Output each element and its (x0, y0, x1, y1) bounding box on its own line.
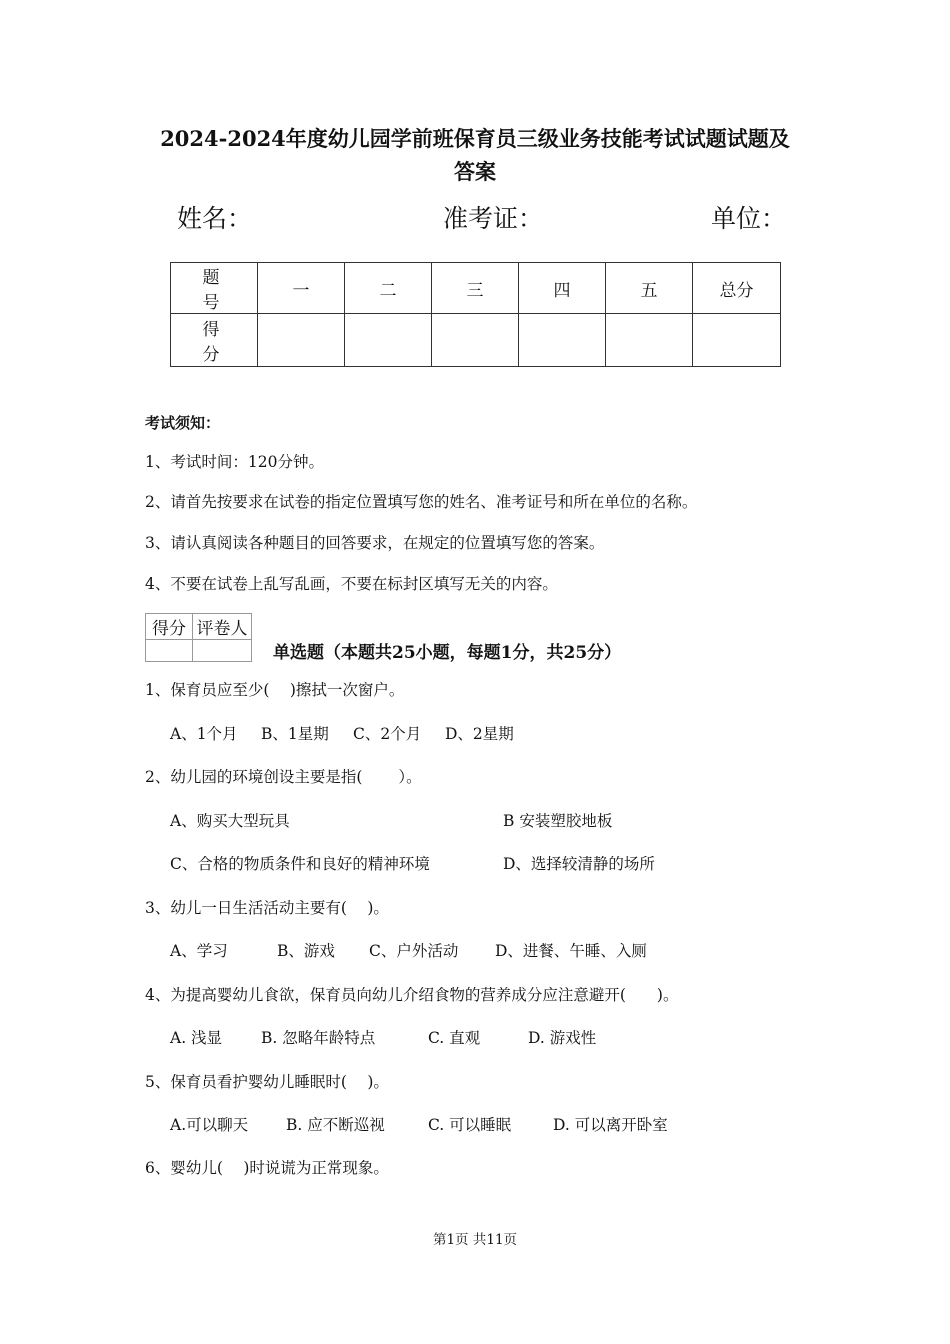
q2-option-d: D、选择较清静的场所 (503, 855, 655, 873)
section-heading: 单选题（本题共25小题，每题1分，共25分） (273, 643, 622, 663)
q1-option-d: D、2星期 (445, 725, 514, 743)
q1-option-b: B、1星期 (261, 725, 329, 743)
question-1: 1、保育员应至少( )擦拭一次窗户。 (145, 681, 405, 699)
q3-option-d: D、进餐、午睡、入厕 (495, 942, 647, 960)
q2-option-b: B 安装塑胶地板 (503, 812, 613, 830)
grader-box (145, 613, 252, 662)
grader-name-label: 评卷人 (193, 614, 252, 640)
score-cell (606, 314, 693, 367)
q2-option-c: C、合格的物质条件和良好的精神环境 (170, 855, 430, 873)
q5-option-b: B. 应不断巡视 (286, 1116, 385, 1134)
score-cell (345, 314, 432, 367)
question-3: 3、幼儿一日生活活动主要有( )。 (145, 899, 389, 917)
title-line-2: 答案 (454, 159, 496, 184)
q5-option-d: D. 可以离开卧室 (553, 1116, 668, 1134)
q4-option-c: C. 直观 (428, 1029, 481, 1047)
total-column-header: 总分 (693, 263, 781, 314)
grader-score-cell (146, 640, 193, 662)
q4-option-a: A. 浅显 (170, 1029, 223, 1047)
question-2: 2、幼儿园的环境创设主要是指( ）。 (145, 768, 422, 786)
score-cell (258, 314, 345, 367)
q3-option-a: A、学习 (170, 942, 228, 960)
score-cell (432, 314, 519, 367)
grader-name-cell (193, 640, 252, 662)
q1-option-c: C、2个月 (353, 725, 422, 743)
notice-item-2: 2、请首先按要求在试卷的指定位置填写您的姓名、准考证号和所在单位的名称。 (145, 493, 698, 511)
document-title (120, 122, 830, 188)
grader-score-label: 得分 (146, 614, 193, 640)
score-table-score-row (171, 314, 781, 367)
question-number-label: 题号 (171, 263, 258, 314)
score-cell (519, 314, 606, 367)
column-5-header: 五 (606, 263, 693, 314)
question-6: 6、婴幼儿( )时说谎为正常现象。 (145, 1159, 389, 1177)
q3-option-c: C、户外活动 (369, 942, 459, 960)
q1-option-a: A、1个月 (170, 725, 238, 743)
notice-item-3: 3、请认真阅读各种题目的回答要求，在规定的位置填写您的答案。 (145, 534, 605, 552)
q4-option-d: D. 游戏性 (528, 1029, 597, 1047)
column-2-header: 二 (345, 263, 432, 314)
title-line-1: 2024-2024年度幼儿园学前班保育员三级业务技能考试试题试题及 (160, 126, 790, 151)
question-4: 4、为提高婴幼儿食欲，保育员向幼儿介绍食物的营养成分应注意避开( )。 (145, 986, 679, 1004)
score-table (170, 262, 781, 367)
score-row-label: 得分 (171, 314, 258, 367)
notice-item-1: 1、考试时间：120分钟。 (145, 453, 324, 471)
q2-option-a: A、购买大型玩具 (170, 812, 290, 830)
q3-option-b: B、游戏 (277, 942, 335, 960)
score-table-header-row (171, 263, 781, 314)
total-score-cell (693, 314, 781, 367)
column-1-header: 一 (258, 263, 345, 314)
column-4-header: 四 (519, 263, 606, 314)
q5-option-c: C. 可以睡眠 (428, 1116, 512, 1134)
q4-option-b: B. 忽略年龄特点 (261, 1029, 376, 1047)
exam-id-field-label: 准考证： (443, 204, 544, 233)
unit-field-label: 单位： (711, 204, 787, 233)
notice-item-4: 4、不要在试卷上乱写乱画，不要在标封区填写无关的内容。 (145, 575, 558, 593)
question-5: 5、保育员看护婴幼儿睡眠时( )。 (145, 1073, 389, 1091)
name-field-label: 姓名： (177, 204, 253, 233)
q5-option-a: A.可以聊天 (170, 1116, 249, 1134)
column-3-header: 三 (432, 263, 519, 314)
page-footer: 第1页 共11页 (432, 1232, 518, 1248)
notice-heading: 考试须知： (145, 414, 221, 432)
